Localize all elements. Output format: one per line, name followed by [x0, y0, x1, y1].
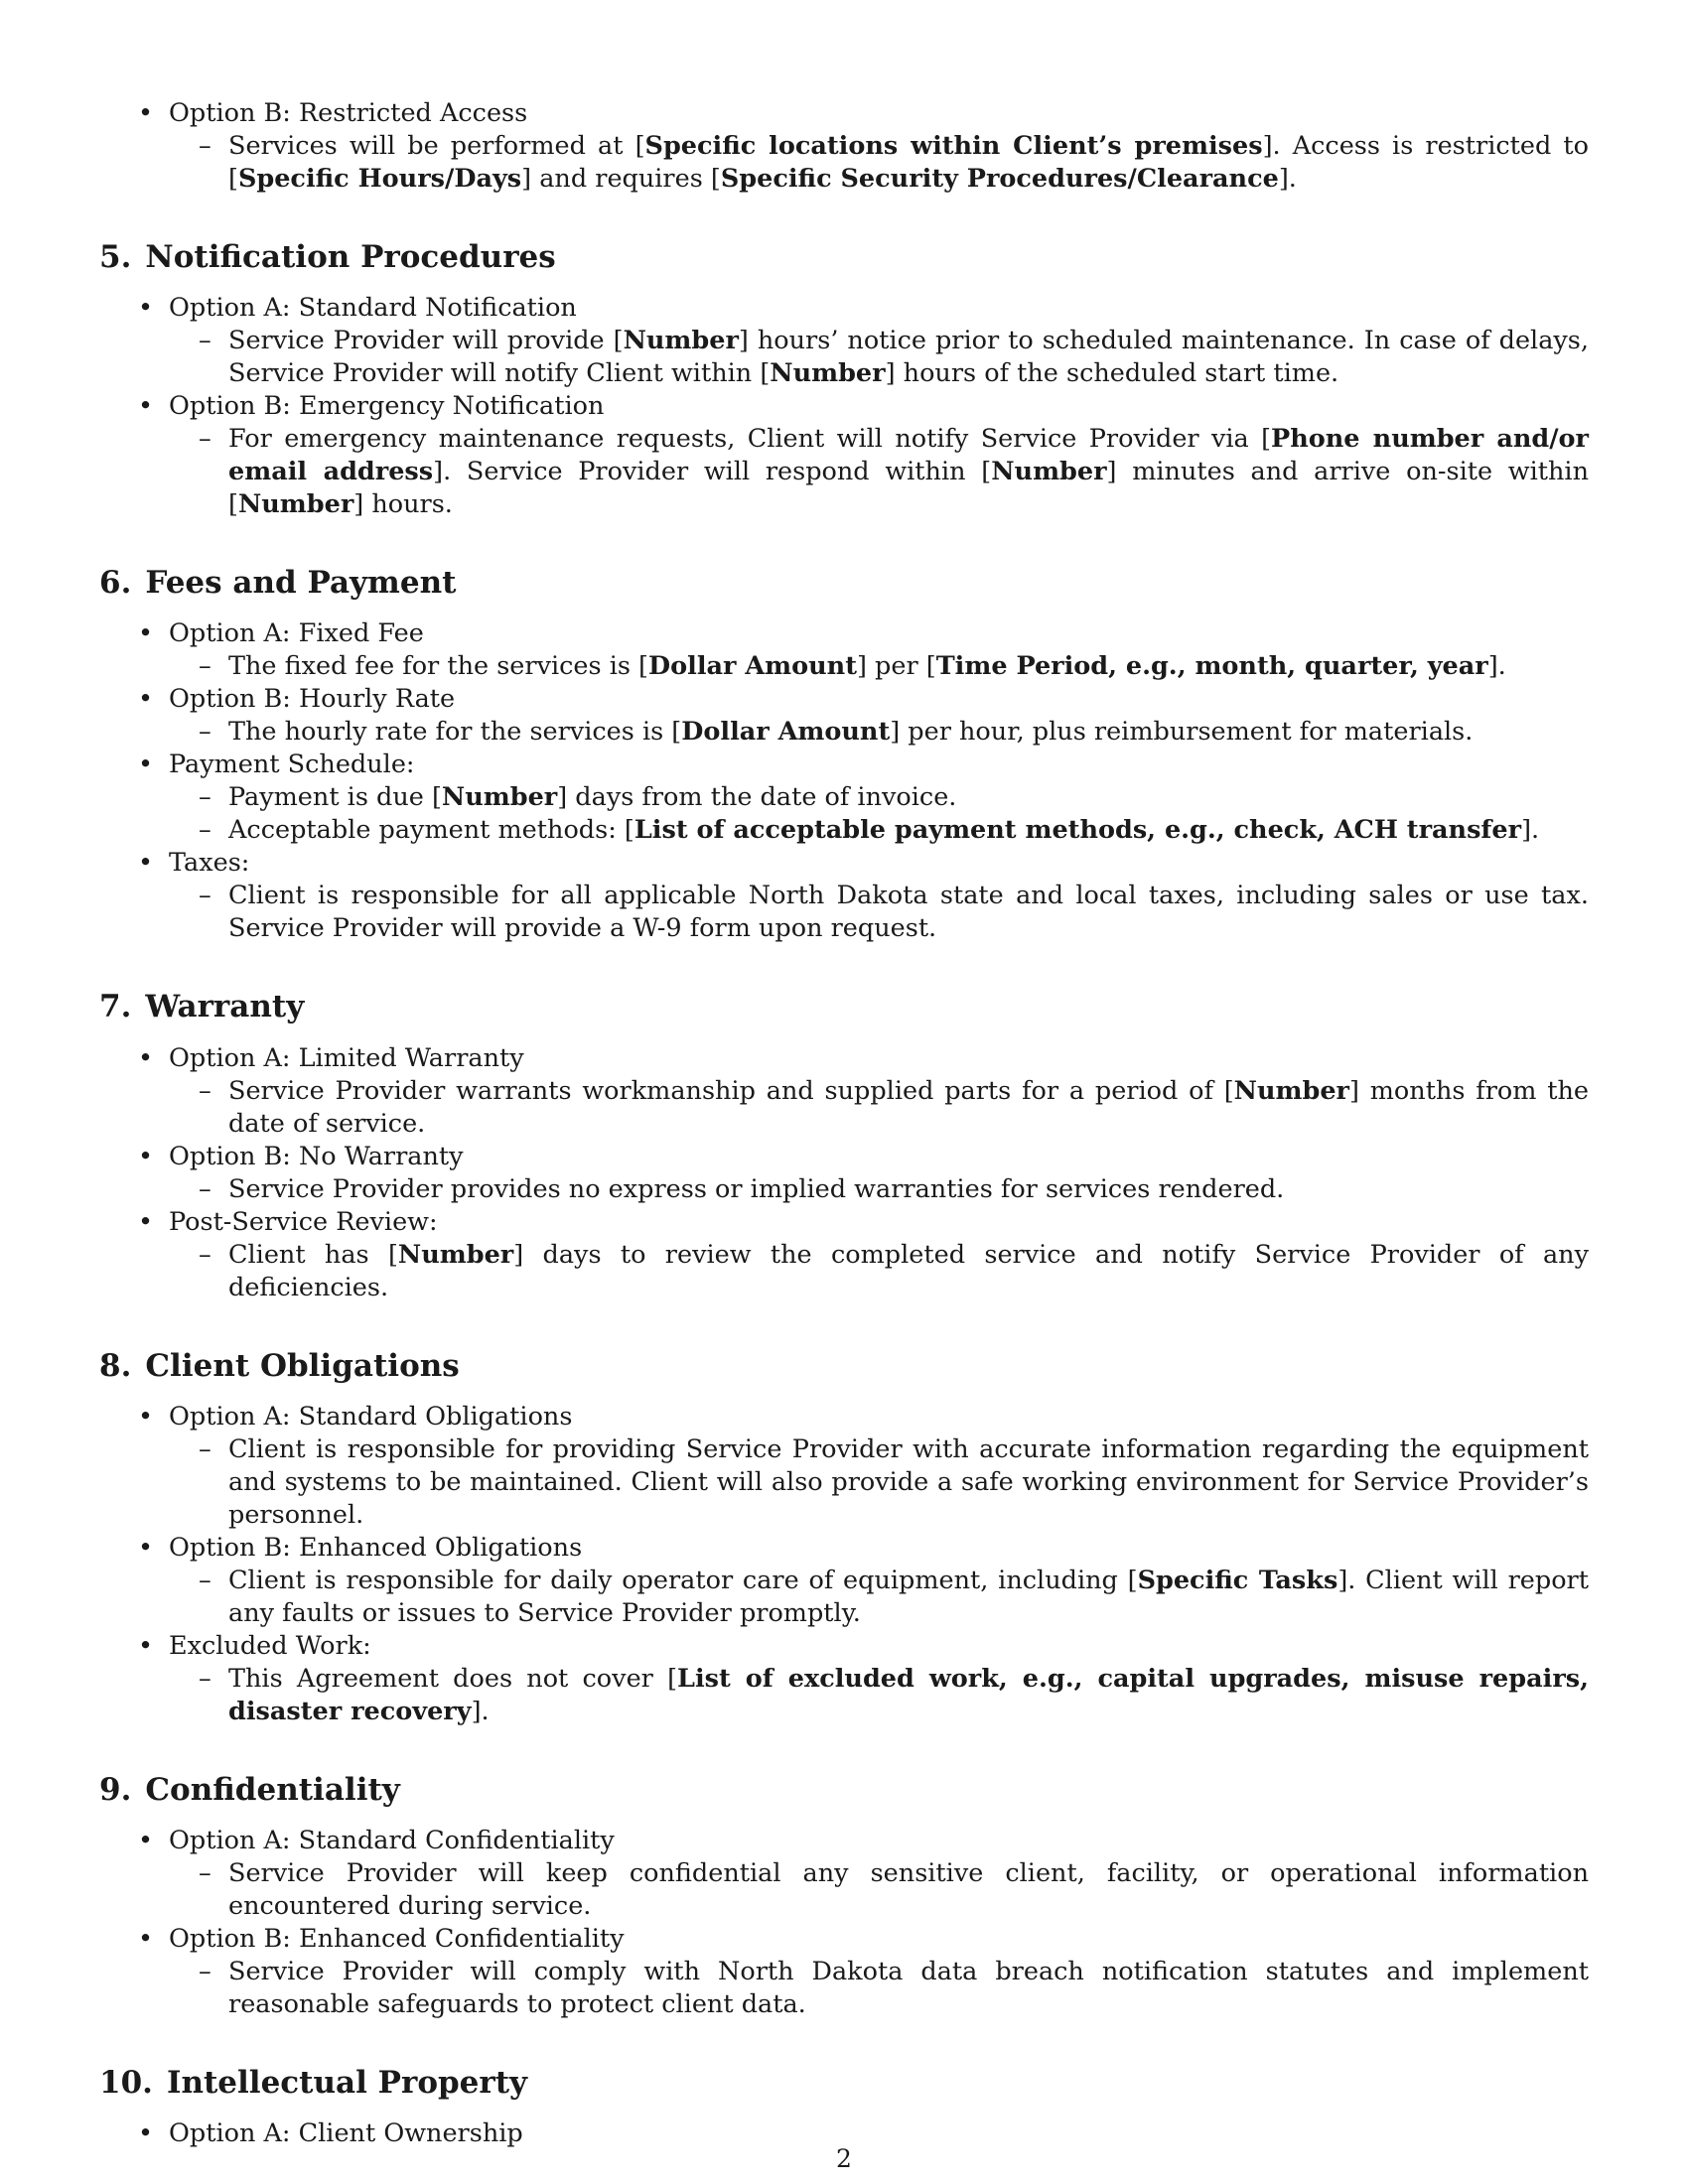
sub-list-item: – Acceptable payment methods: [List of acceptable payment methods, e.g., check, ACH transfer]. — [169, 814, 1589, 847]
sub-list-item: – Client is responsible for all applicable North Dakota state and local taxes, including sales or use tax. Service Provider will provide a W-9 form upon request. — [169, 880, 1589, 945]
sub-list — [169, 1173, 1589, 1206]
list-item: • Option B: Enhanced Confidentiality – Service Provider will comply with North Dakota data breach notification statutes and implement reasonable safeguards to protect client data. — [99, 1923, 1589, 2021]
sub-list-item: – Service Provider will provide [Number] hours’ notice prior to scheduled maintenance. In case of delays, Service Provider will notify Client within [Number] hours of the scheduled start time. — [169, 325, 1589, 390]
section-heading: 6. Fees and Payment — [99, 565, 457, 602]
section-heading: 5. Notification Procedures — [99, 239, 556, 275]
sub-list — [169, 1857, 1589, 1923]
sub-list-item: – This Agreement does not cover [List of excluded work, e.g., capital upgrades, misuse repairs, disaster recovery]. — [169, 1663, 1589, 1728]
list-item: • Option B: Enhanced Obligations – Client is responsible for daily operator care of equipment, including [Specific Tasks]. Client will report any faults or issues to Service Provider promptly. — [99, 1532, 1589, 1630]
list-item: • Option A: Standard Obligations – Client is responsible for providing Service Provider with accurate information regarding the equipment and systems to be maintained. Client will also provide a safe working environment for Service Provider’s personnel. — [99, 1401, 1589, 1532]
list-item: • Option A: Client Ownership — [99, 2117, 1589, 2150]
option-list — [99, 1825, 1589, 2021]
list-item: • Option A: Limited Warranty – Service Provider warrants workmanship and supplied parts for a period of [Number] months from the date of service. — [99, 1042, 1589, 1141]
list-item: • Option A: Standard Notification – Service Provider will provide [Number] hours’ notice prior to scheduled maintenance. In case of delays, Service Provider will notify Client within [Number] hours of the scheduled start time. — [99, 292, 1589, 390]
list-item: • Option B: Hourly Rate – The hourly rate for the services is [Dollar Amount] per hour, plus reimbursement for materials. — [99, 683, 1589, 749]
sub-list-item: – For emergency maintenance requests, Client will notify Service Provider via [Phone number and/or email address]. Service Provider will respond within [Number] minutes and arrive on-site within [Number] hours. — [169, 423, 1589, 521]
sub-list — [169, 1075, 1589, 1141]
list-item: • Excluded Work: – This Agreement does not cover [List of excluded work, e.g., capital upgrades, misuse repairs, disaster recovery]. — [99, 1630, 1589, 1728]
sub-list-item: – Services will be performed at [Specific locations within Client’s premises]. Access is restricted to [Specific Hours/Days] and requires [Specific Security Procedures/Clearance]. — [169, 130, 1589, 196]
list-item: • Option B: Restricted Access – Services will be performed at [Specific locations within Client’s premises]. Access is restricted to [Specific Hours/Days] and requires [Specific Security Procedures/Clearance]. — [99, 97, 1589, 196]
sub-list-item: – Client is responsible for daily operator care of equipment, including [Specific Tasks]. Client will report any faults or issues to Service Provider promptly. — [169, 1565, 1589, 1630]
section-heading: 9. Confidentiality — [99, 1771, 400, 1808]
sub-list-item: – The hourly rate for the services is [Dollar Amount] per hour, plus reimbursement for materials. — [169, 716, 1589, 749]
sub-list — [169, 650, 1589, 683]
section-notification-procedures — [99, 239, 1589, 521]
list-item: • Post-Service Review: – Client has [Number] days to review the completed service and notify Service Provider of any deficiencies. — [99, 1206, 1589, 1304]
section-client-obligations — [99, 1348, 1589, 1728]
sub-list — [169, 716, 1589, 749]
sub-list-item: – Service Provider provides no express or implied warranties for services rendered. — [169, 1173, 1589, 1206]
section-heading: 10. Intellectual Property — [99, 2064, 528, 2101]
sub-list-item: – Client is responsible for providing Service Provider with accurate information regarding the equipment and systems to be maintained. Client will also provide a safe working environment for Service Provider’s personnel. — [169, 1433, 1589, 1532]
section-heading: 7. Warranty — [99, 989, 305, 1025]
list-item: • Option A: Standard Confidentiality – Service Provider will keep confidential any sensitive client, facility, or operational information encountered during service. — [99, 1825, 1589, 1923]
option-list — [99, 97, 1589, 196]
sub-list — [169, 1565, 1589, 1630]
section-confidentiality — [99, 1772, 1589, 2021]
section-warranty — [99, 989, 1589, 1303]
sub-list-item: – Service Provider will comply with North Dakota data breach notification statutes and implement reasonable safeguards to protect client data. — [169, 1956, 1589, 2021]
sub-list-item: – Client has [Number] days to review the completed service and notify Service Provider of any deficiencies. — [169, 1239, 1589, 1304]
sub-list — [169, 1663, 1589, 1728]
sub-list-item: – Service Provider warrants workmanship and supplied parts for a period of [Number] months from the date of service. — [169, 1075, 1589, 1141]
list-item: • Payment Schedule: – Payment is due [Number] days from the date of invoice. – Acceptable payment methods: [List of acceptable payment methods, e.g., check, ACH transfer]. — [99, 749, 1589, 847]
sub-list-item: – Payment is due [Number] days from the date of invoice. — [169, 781, 1589, 814]
option-list — [99, 1401, 1589, 1728]
sub-list-item: – The fixed fee for the services is [Dollar Amount] per [Time Period, e.g., month, quarter, year]. — [169, 650, 1589, 683]
section-heading: 8. Client Obligations — [99, 1347, 460, 1384]
sub-list — [169, 1956, 1589, 2021]
option-list — [99, 292, 1589, 521]
list-item: • Option A: Fixed Fee – The fixed fee for the services is [Dollar Amount] per [Time Period, e.g., month, quarter, year]. — [99, 617, 1589, 683]
sub-list-item: – Service Provider will keep confidential any sensitive client, facility, or operational information encountered during service. — [169, 1857, 1589, 1923]
sub-list — [169, 781, 1589, 847]
list-item: • Option B: No Warranty – Service Provider provides no express or implied warranties for services rendered. — [99, 1141, 1589, 1206]
list-item: • Taxes: – Client is responsible for all applicable North Dakota state and local taxes, including sales or use tax. Service Provider will provide a W-9 form upon request. — [99, 847, 1589, 945]
option-list — [99, 1042, 1589, 1304]
list-item: • Option B: Emergency Notification – For emergency maintenance requests, Client will notify Service Provider via [Phone number and/or email address]. Service Provider will respond within [Number] minutes and arrive on-site within [Number] hours. — [99, 390, 1589, 521]
option-list — [99, 617, 1589, 945]
sub-list — [169, 880, 1589, 945]
section-intellectual-property — [99, 2065, 1589, 2150]
document-page — [99, 97, 1589, 2150]
sub-list — [169, 325, 1589, 390]
sub-list — [169, 130, 1589, 196]
section-4-continuation — [99, 97, 1589, 196]
sub-list — [169, 1433, 1589, 1532]
page-number: 2 — [836, 2144, 852, 2173]
sub-list — [169, 423, 1589, 521]
sub-list — [169, 1239, 1589, 1304]
section-fees-and-payment — [99, 565, 1589, 945]
